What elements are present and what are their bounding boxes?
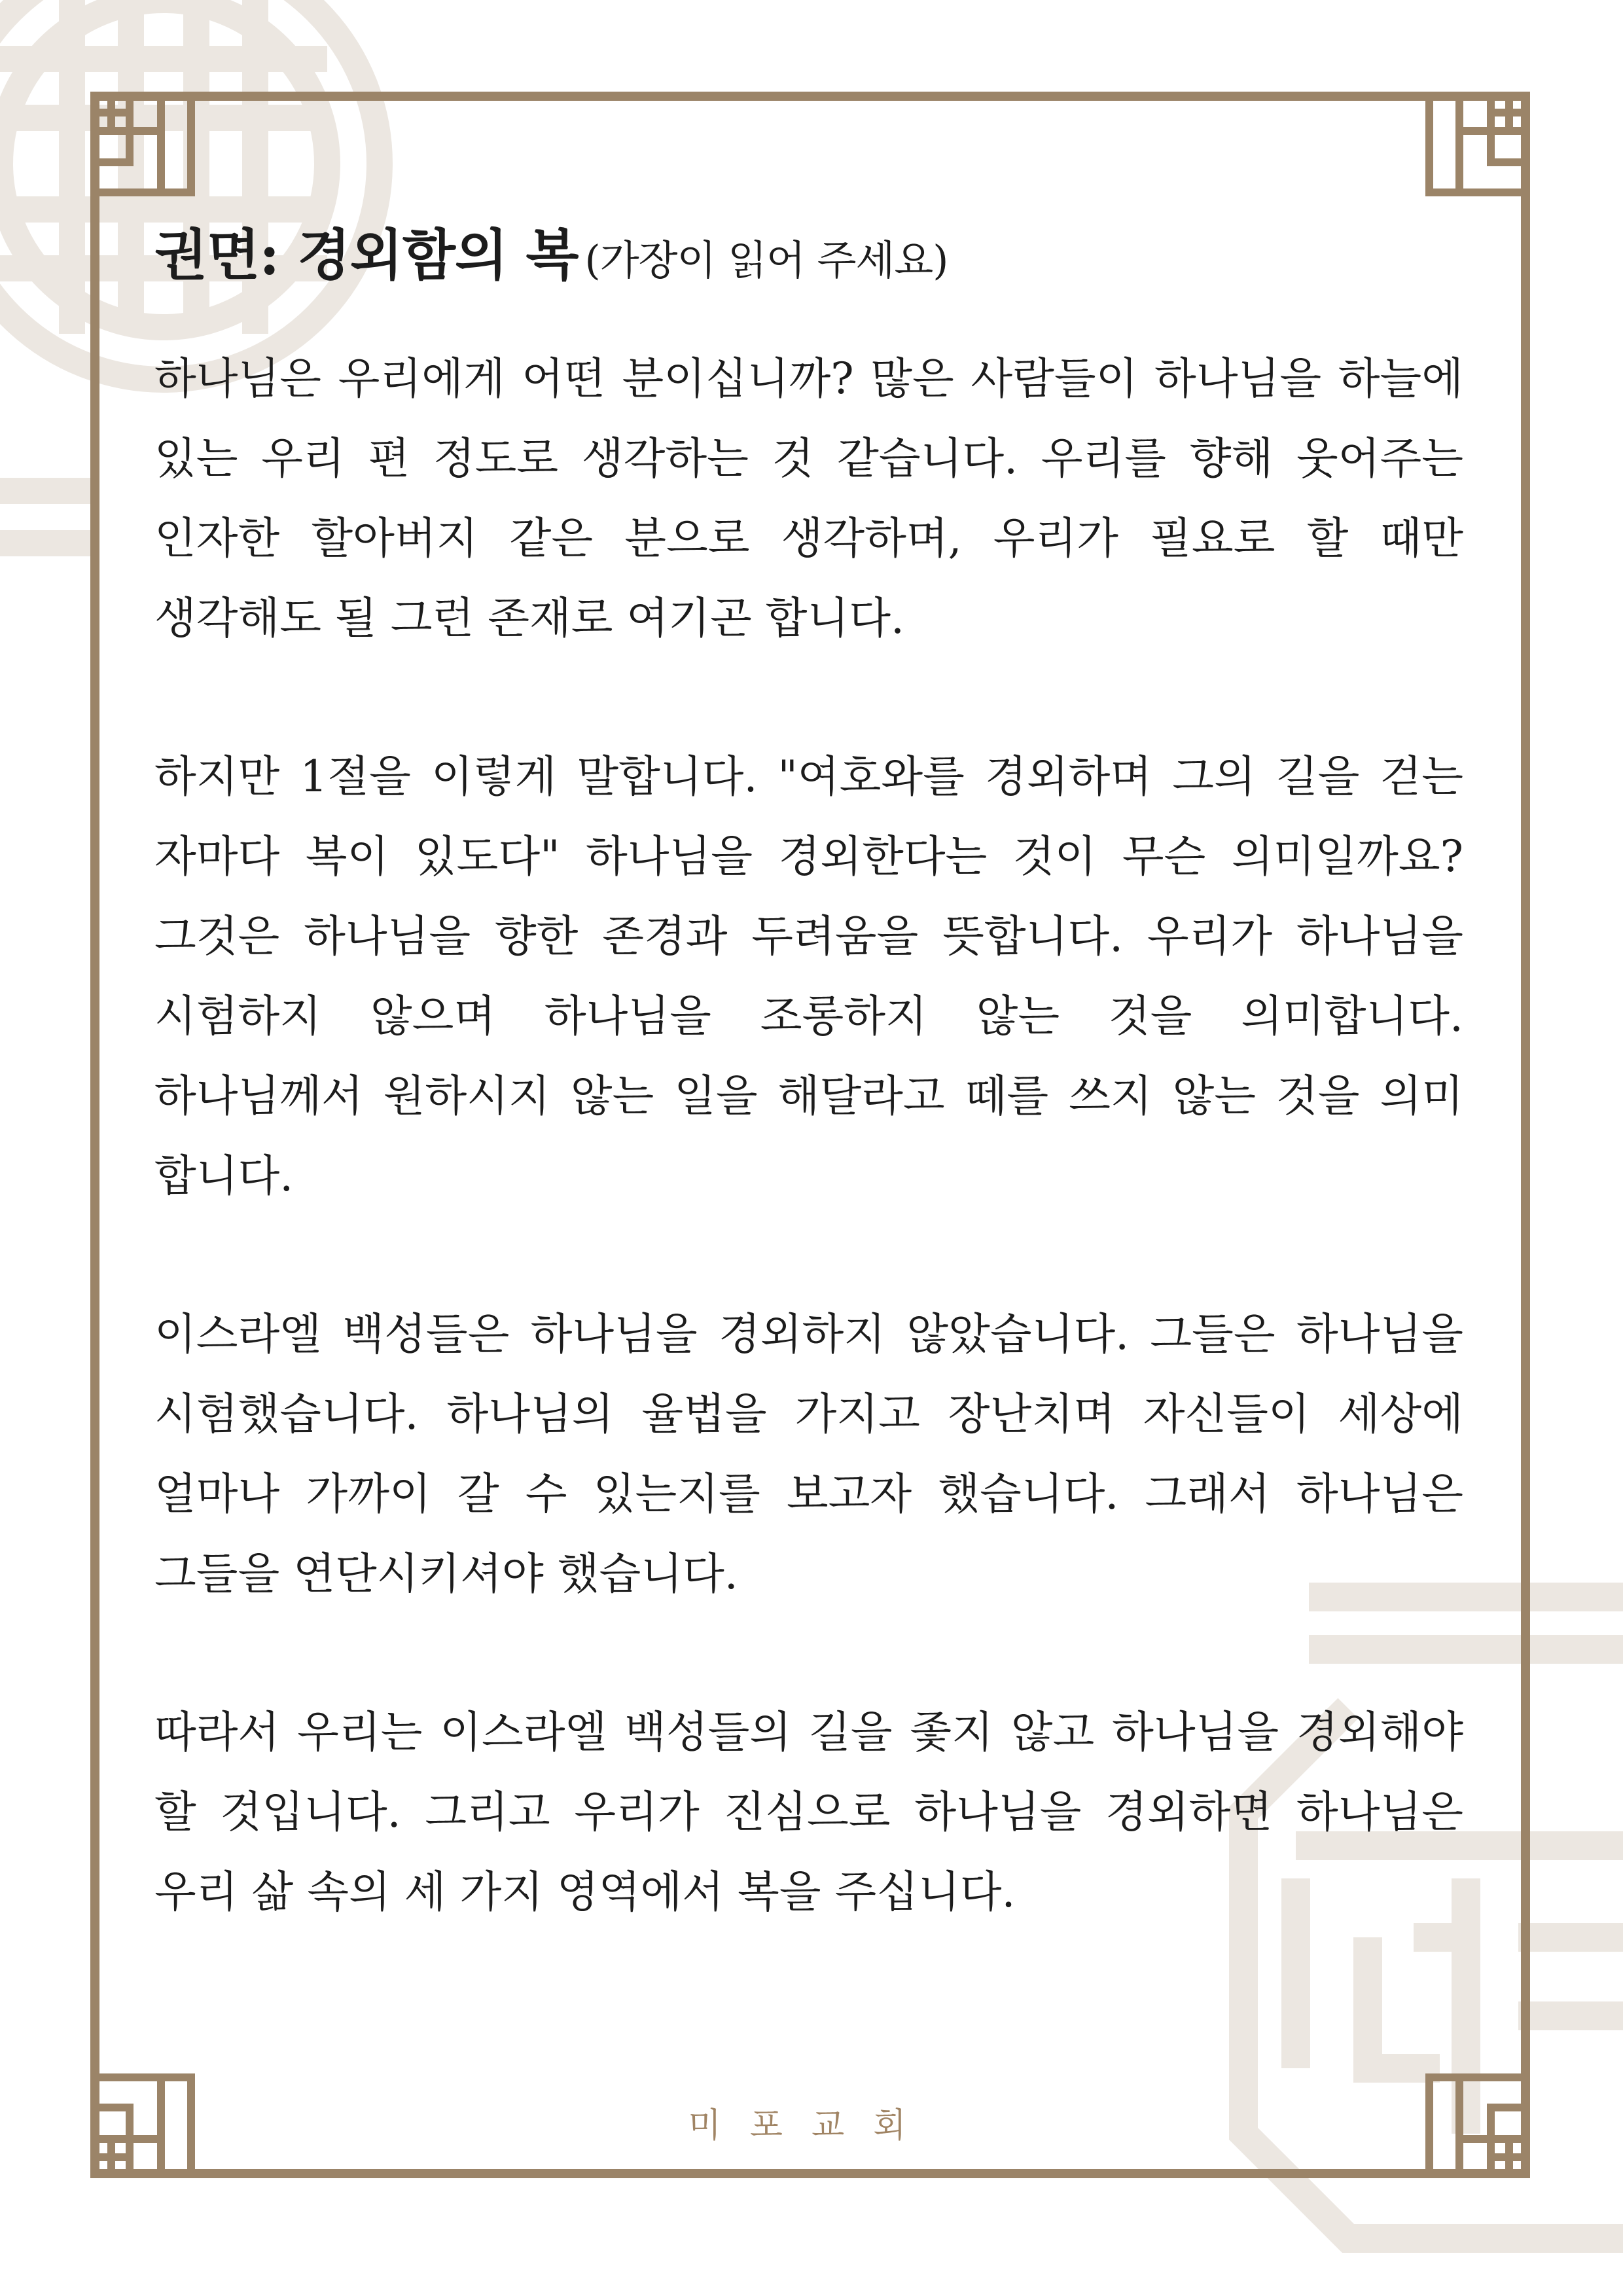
paragraph-2: 하지만 1절을 이렇게 말합니다. "여호와를 경외하며 그의 길을 걷는 자마다 복이 있도다" 하나님을 경외한다는 것이 무슨 의미일까요? 그것은 하나님을 향한 존경과 두려움을 뜻합니다. 우리가 하나님을 시험하지 않으며 하나님을 조롱하지 않는 것을 의미합니다. 하나님께서 원하시지 않는 일을 해달라고 떼를 쓰지 않는 것을 의미 합니다. (154, 751, 1463, 1201)
title-main: 권면: 경외함의 복 (154, 223, 579, 287)
document-body (154, 216, 1463, 2011)
corner-lattice-top-left (90, 92, 195, 196)
paragraph-1: 하나님은 우리에게 어떤 분이십니까? 많은 사람들이 하나님을 하늘에 있는 우리 편 정도로 생각하는 것 같습니다. 우리를 향해 웃어주는 인자한 할아버지 같은 분으로 생각하며, 우리가 필요로 할 때만 생각해도 될 그런 존재로 여기곤 합니다. (154, 353, 1463, 643)
paragraph-4: 따라서 우리는 이스라엘 백성들의 길을 좇지 않고 하나님을 경외해야 할 것입니다. 그리고 우리가 진심으로 하나님을 경외하면 하나님은 우리 삶 속의 세 가지 영역에서 복을 주십니다. (154, 1707, 1463, 1917)
paragraph-3: 이스라엘 백성들은 하나님을 경외하지 않았습니다. 그들은 하나님을 시험했습니다. 하나님의 율법을 가지고 장난치며 자신들이 세상에 얼마나 가까이 갈 수 있는지를 보고자 했습니다. 그래서 하나님은 그들을 연단시키셔야 했습니다. (154, 1309, 1463, 1599)
title-note: (가장이 읽어 주세요) (584, 236, 948, 284)
corner-lattice-top-right (1425, 92, 1530, 196)
page-title (154, 216, 1463, 300)
church-name-footer: 미포교회 (688, 2106, 935, 2145)
